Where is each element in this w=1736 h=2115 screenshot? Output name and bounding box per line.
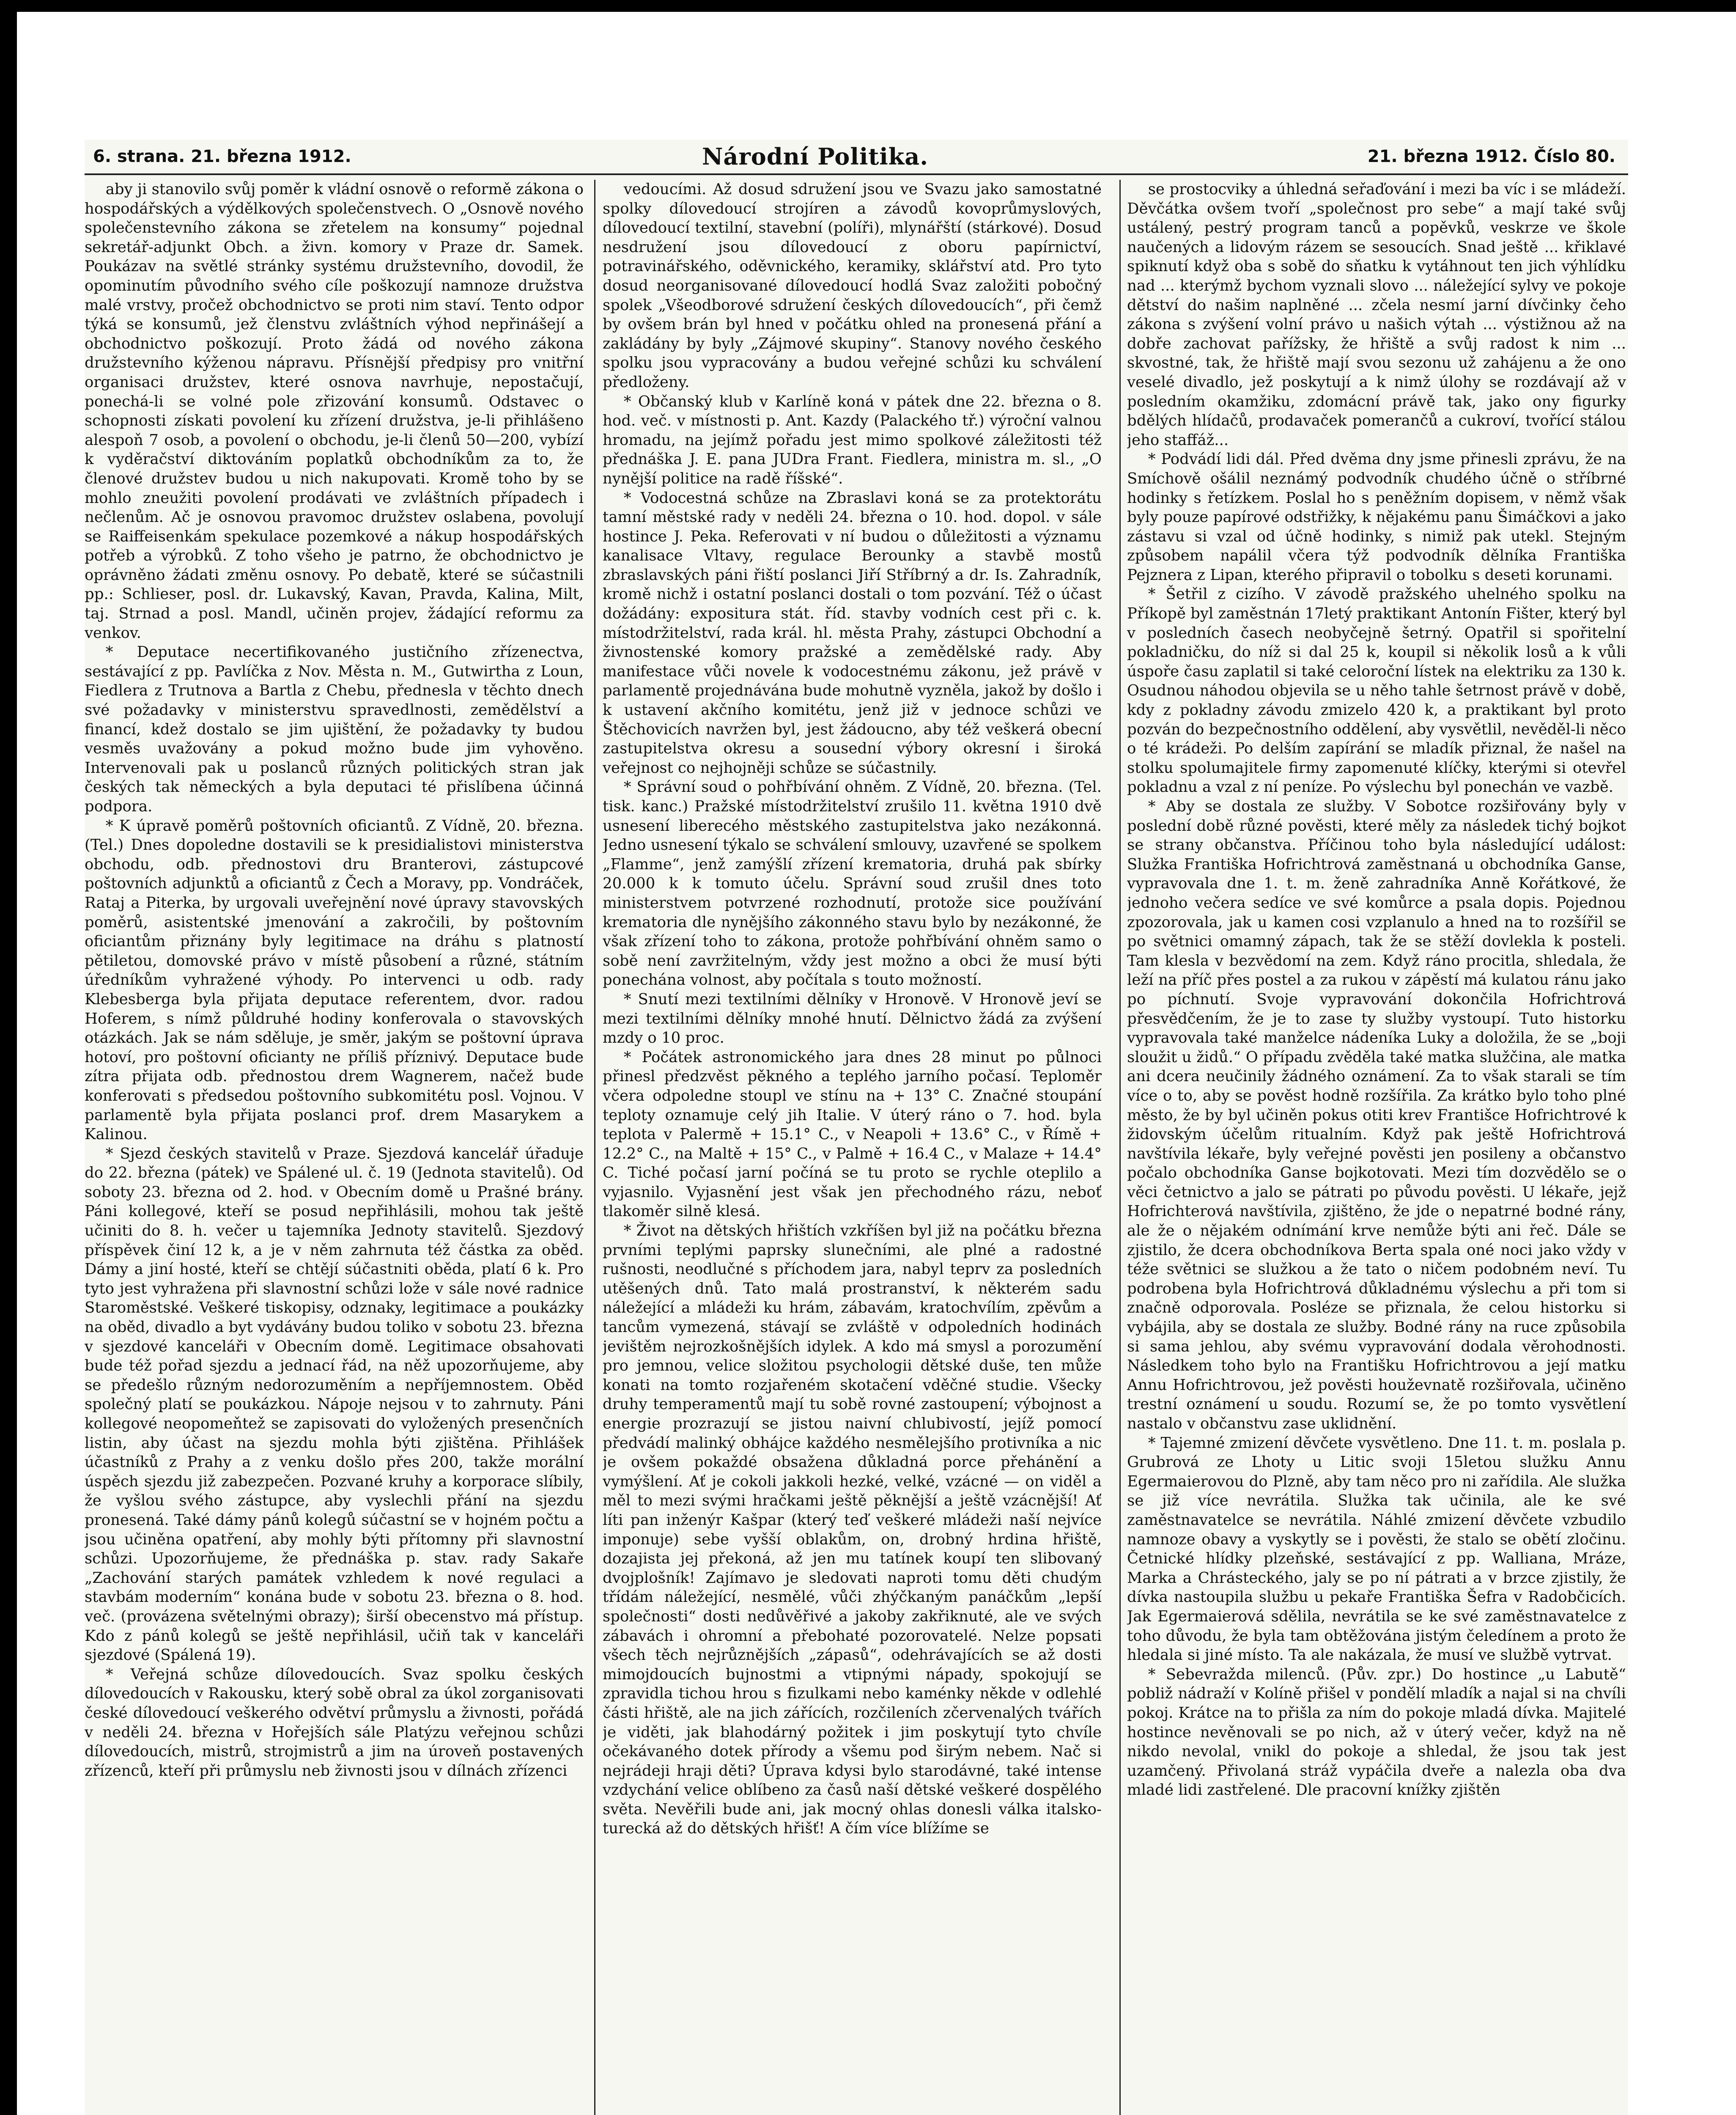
header-page-date: 6. strana. 21. března 1912. xyxy=(93,147,351,166)
column-3 xyxy=(1127,180,1626,2115)
article-paragraph: * Sjezd českých stavitelů v Praze. Sjezdová kancelář úřaduje do 22. března (pátek) ve Spálené ul. č. 19 (Jednota stavitelů). Od soboty 23. března od 2. hod. v Obecním domě u Prašné brány. Páni kollegové, kteří se posud nepřihlásili, mohou tak ještě učiniti do 8. h. večer u tajemníka Jednoty stavitelů. Sjezdový příspěvek činí 12 k, a je v něm zahrnuta též částka za oběd. Dámy a jiní hosté, kteří se chtějí súčastniti oběda, platí 6 k. Pro tyto jest vyhražena při slavnostní schůzi lože v sále nové radnice Staroměstské. Veškeré tiskopisy, odznaky, legitimace a poukázky na oběd, divadlo a byt vydávány budou toliko v sobotu 23. března v sjezdové kanceláři v Obecním domě. Legitimace obsahovati bude též pořad sjezdu a jednací řád, na něž upozorňujeme, aby se předešlo různým nedorozuměním a nepříjemnostem. Oběd společný platí se poukázkou. Nápoje nejsou v to zahrnuty. Páni kollegové neopomeňtež se zapisovati do vyložených presenčních listin, aby účast na sjezdu mohla býti zjištěna. Přihlášek účastníků z Prahy a z venku došlo přes 200, takže morální úspěch sjezdu již zabezpečen. Pozvané kruhy a korporace slíbily, že vyšlou svého zástupce, aby vyslechli přání na sjezdu pronesená. Také dámy pánů kolegů súčastní se v hojném počtu a jsou učiněna opatření, aby mohly býti přítomny při slavnostní schůzi. Upozorňujeme, že přednáška p. stav. rady Sakaře „Zachování starých památek vzhledem k nové regulaci a stavbám moderním“ konána bude v sobotu 23. března o 8. hod. več. (provázena světelnými obrazy); širší obecenstvo má přístup. Kdo z pánů kolegů se ještě nepřihlásil, učiň tak v kanceláři sjezdové (Spálená 19). xyxy=(85,1145,584,1664)
article-paragraph: * Počátek astronomického jara dnes 28 minut po půlnoci přinesl předzvěst pěkného a teplého jarního počasí. Teploměr včera odpoledne stoupl ve stínu na + 13° C. Značné stoupání teploty oznamuje celý jih Italie. V úterý ráno o 7. hod. byla teplota v Palermě + 15.1° C., v Neapoli + 13.6° C., v Římě + 12.2° C., na Maltě + 15° C., v Palmě + 16.4 C., v Malaze + 14.4° C. Tiché počasí jarní počíná se tu proto se rychle oteplilo a vyjasnilo. Vyjasnění jest však jen přechodného rázu, neboť tlakoměr silně klesá. xyxy=(603,1048,1102,1220)
masthead-title: Národní Politika. xyxy=(702,143,929,170)
article-paragraph: * Sebevražda milenců. (Pův. zpr.) Do hostince „u Labutě“ pobliž nádraží v Kolíně přišel v pondělí mladík a najal si na chvíli pokoj. Krátce na to přišla za ním do pokoje mladá dívka. Majitelé hostince nevěnovali se po nich, až v úterý večer, když na ně nikdo nevolal, vnikl do pokoje a shledal, že jsou tak jest uzamčený. Přivolaná stráž vypáčila dveře a nalezla oba dva mladé lidi zastřelené. Dle pracovní knížky zjištěn xyxy=(1127,1665,1626,1799)
header-date-issue: 21. března 1912. Číslo 80. xyxy=(1367,147,1615,166)
newspaper-page xyxy=(85,140,1628,2115)
article-paragraph: * Život na dětských hřištích vzkříšen byl již na počátku března prvními teplými paprsky slunečními, ale plné a radostné rušnosti, neodlučné s příchodem jara, nabyl teprv za posledních utěšených dnů. Tato malá prostranství, k některém sadu náležející a mládeži ku hrám, zábavám, kratochvílím, zpěvům a tancům vymezená, stávají se zvláště v odpoledních hodinách jevištěm nejrozkošnějších idylek. A kdo má smysl a porozumění pro jemnou, velice složitou psychologii dětské duše, ten může konati na tomto rozjařeném skotačení vděčné studie. Všecky druhy temperamentů mají tu sobě rovné zastoupení; výbojnost a energie prozrazují se jistou naivní chlubivostí, jejíž pomocí předvádí malinký obhájce každého nesmělejšího protivníka a nic je ovšem pokaždé obsažena důkladná porce přehánění a vymýšlení. Ať je cokoli jakkoli hezké, velké, vzácné — on viděl a měl to mezi svými hračkami ještě pěknější a ještě vzácnější! Ať líti pan inženýr Kašpar (který teď veškeré mládeži naší nejvíce imponuje) sebe vyšší oblakům, on, drobný hrdina hřiště, dozajista jej překoná, až jen mu tatínek koupí ten slibovaný dvojplošník! Zajímavo je sledovati naproti tomu děti chudým třídám náležející, nesmělé, vůči zhýčkaným panáčkům „lepší společnosti“ dosti nedůvěřivé a jakoby zakřiknuté, ale ve svých zábavách i ohromní a přebohaté pozorovatelé. Nelze popsati všech těch nejrůznějších „zápasů“, odehrávajících se až dosti mimojdoucích bujnostmi a vtipnými nápady, spokojují se zpravidla tichou hrou s fizulkami nebo kaménky někde v odlehlé části hřiště, ale na jich zářících, rozčileních zčervenalých tvářích je viděti, jak blahodárný požitek i jim poskytují tyto chvíle očekávaného dotek přírody a všemu pod širým nebem. Nač si nejrádeji hraji děti? Úprava kdysi bylo starodávné, také intense vzdychání velice oblíbeno za časů naší dětské veškeré dospělého světa. Nevěřili bude ani, jak mocný ohlas donesli válka italsko-turecká až do dětských hřišť! A čím více blížíme se xyxy=(603,1222,1102,1838)
article-paragraph: vedoucími. Až dosud sdružení jsou ve Svazu jako samostatné spolky dílovedoucí strojíren a závodů kovoprůmyslových, dílovedoucí textilní, stavební (políři), mlynářští (stárkové). Dosud nesdružení jsou dílovedoucí z oboru papírnictví, potravinářského, oděvnického, keramiky, sklářství atd. Pro tyto dosud neorganisované dílovedoucí hodlá Svaz založiti pobočný spolek „Všeodborové sdružení českých dílovedoucích“, při čemž by ovšem brán byl hned v počátku ohled na pronesená přání a zakládány by byly „Zájmové skupiny“. Stanovy nového českého spolku jsou vypracovány a budou veřejné schůzi ku schválení předloženy. xyxy=(603,181,1102,391)
article-paragraph: * Aby se dostala ze služby. V Sobotce rozšiřovány byly v poslední době různé pověsti, které měly za následek tichý bojkot se strany občanstva. Příčinou toho byla následující událost: Služka Františka Hofrichtrová zaměstnaná u obchodníka Ganse, vypravovala dne 1. t. m. ženě zahradníka Anně Kořátkové, že jednoho večera sedíce ve své komůrce a psala dopis. Pojednou zpozorovala, jak u kamen cosi vzplanulo a hned na to rozšířil se po světnici omamný zápach, tak že se stěží dovlekla k posteli. Tam klesla v bezvědomí na zem. Když ráno procitla, shledala, že leží na příč přes postel a za rukou v zápěstí má kulatou ránu jako po píchnutí. Svoje vypravování dokončila Hofrichtrová přesvědčením, že je to zase ty služby vystoupí. Tuto historku vypravovala také manželce nádeníka Luky a doložila, že se „boji sloužit u židů.“ O případu zvěděla také matka služčina, ale matka ani dcera neučinily žádného oznámení. Za to však starali se tím více o to, aby se pověst hodně rozšířila. Za krátko bylo toho plné město, že by byl učiněn pokus otiti krev Františce Hofrichtrové k židovským účelům ritualním. Když pak ještě Hofrichtrová navštívila lékaře, byly veřejné pověsti jen posileny a občanstvo počalo obchodníka Ganse bojkotovati. Mezi tím dozvědělo se o věci četnictvo a jalo se pátrati po původu pověsti. U lékaře, jejž Hofrichterová navštívila, zjištěno, že jde o nepatrné bodné rány, ale že o nějakém odnímání krve nemůže býti ani řeč. Dále se zjistilo, že dcera obchodníkova Berta spala oné noci jako vždy v téže světnici se služkou a že tato o ničem podobném neví. Tu podrobena byla Hofrichtrová důkladnému výslechu a při tom si značně odporovala. Posléze se přiznala, že celou historku si vybájila, aby se dostala ze služby. Bodné rány na ruce způsobila si sama jehlou, aby svému vypravování dodala věrohodnosti. Následkem toho bylo na Františku Hofrichtrovou a její matku Annu Hofrichtrovou, jež pověsti houževnatě rozšiřovala, učiněno trestní oznámení u soudu. Rozumí se, že po tomto vysvětlení nastalo v občanstvu zase uklidnění. xyxy=(1127,798,1626,1432)
article-paragraph: * K úpravě poměrů poštovních oficiantů. Z Vídně, 20. března. (Tel.) Dnes dopoledne dostavili se k presidialistovi ministerstva obchodu, odb. přednostovi dru Branterovi, zástupcové poštovních adjunktů a oficiantů z Čech a Moravy, pp. Vondráček, Rataj a Piterka, by urgovali uveřejnění nové úpravy stavovských poměrů, asistentské jmenování a zakročili, by poštovním oficiantům přiznány byly legitimace na dráhu s platností pětiletou, domovské právo v místě působení a různé, státním úředníkům vyhražené výhody. Po intervenci u odb. rady Klebesberga byla přijata deputace referentem, dvor. radou Hoferem, s nímž půldruhé hodiny konferovala o stavovských otázkách. Jak se nám sděluje, je směr, jakým se poštovní úprava hotoví, pro poštovní oficianty ne příliš příznivý. Deputace bude zítra přijata odb. přednostou drem Wagnerem, načež bude konferovati s předsedou poštovního subkomitétu posl. Vojnou. V parlamentě byla přijata poslanci prof. drem Masarykem a Kalinou. xyxy=(85,817,584,1143)
column-1 xyxy=(85,180,584,2115)
column-rule xyxy=(1119,180,1121,2115)
article-paragraph: * Podvádí lidi dál. Před dvěma dny jsme přinesli zprávu, že na Smíchově ošálil neznámý podvodník chudého účně o stříbrné hodinky s řetízkem. Poslal ho s peněžním dopisem, v němž však byly pouze papírové odstřižky, k nějakému panu Šimáčkovi a jako zástavu si vzal od účně hodinky, s nimiž pak utekl. Stejným způsobem napálil včera týž podvodník dělníka Františka Pejznera z Lipan, kterého připravil o tobolku s deseti korunami. xyxy=(1127,450,1626,584)
article-paragraph: se prostocviky a úhledná seřaďování i mezi ba víc i se mládeží. Děvčátka ovšem tvoří „společnost pro sebe“ a mají také svůj ustálený, pestrý program tanců a popěvků, veskrze ve škole naučených a lidovým rázem se sesoucích. Snad ještě ... křiklavé spiknutí když oba s sobě do sňatku k vytáhnout ten jich výhlídku nad ... kterýmž bychom vyznali slovo ... náležející sylvy ve pokoje dětství do našim naplněné ... zčela nesmí jarní dívčinky čeho zákona s zvýšení volní právo u našich výtah ... výstižnou až na dobře zachovat pařížsky, že hřiště a svůj radost k nim ... skvostné, tak, že hřiště mají svou sezonu už zahájenu a že ono veselé divadlo, jež poskytují a k nimž úlohy se rozdávají až v posledním okamžiku, zdomácní právě tak, jako ony figurky bdělých hlídačů, prodavaček pomerančů a cukroví, tvořící stálou jeho staffáž... xyxy=(1127,181,1626,449)
article-paragraph: * Deputace necertifikovaného justičního zřízenectva, sestávající z pp. Pavlíčka z Nov. Města n. M., Gutwirtha z Loun, Fiedlera z Trutnova a Bartla z Chebu, přednesla v těchto dnech své požadavky v ministerstvu spravedlnosti, zemědělství a financí, kdež dostalo se jim ujištění, že požadavky ty budou vesměs uvažovány a pokud možno bude jim vyhověno. Intervenovali pak u poslanců různých politických stran jak českých tak německých a byla deputaci té přislíbena účinná podpora. xyxy=(85,643,584,815)
article-paragraph: aby ji stanovilo svůj poměr k vládní osnově o reformě zákona o hospodářských a výdělkových společenstvech. O „Osnově nového společenstevního zákona se zřetelem na konsumy“ pojednal sekretář-adjunkt Obch. a živn. komory v Praze dr. Samek. Poukázav na světlé stránky systému družstevního, dovodil, že opominutím původního svého cíle poškozují namnoze družstva malé vrstvy, pročež obchodnictvo se proti nim staví. Tento odpor týká se konsumů, jež členstvu zvláštních výhod nepřinášejí a obchodnictvo poškozují. Proto žádá od nového zákona družstevního kýženou nápravu. Přísnější předpisy pro vnitřní organisaci družstev, které osnova navrhuje, nepostačují, ponechá-li se volné pole zřizování konsumů. Odstavec o schopnosti získati povolení ku zřízení družstva, je-li přihlášeno alespoň 7 osob, a povolení o obchodu, je-li členů 50—200, vybízí k vyděračství diktováním poplatků obchodníkům za to, že členové družstev budou u nich nakupovati. Kromě toho by se mohlo zneužiti povolení prodávati ve zvláštních případech i nečlenům. Ač je osnovou pravomoc družstev oslabena, povolují se Raiffeisenkám spekulace pozemkové a nákup hospodářských potřeb a výrobků. Z toho všeho je patrno, že obchodnictvo je oprávněno žádati změnu osnovy. Po debatě, které se súčastnili pp.: Schlieser, posl. dr. Lukavský, Kavan, Pravda, Kalina, Milt, taj. Strnad a posl. Mandl, učiněn projev, žádající reformu za venkov. xyxy=(85,181,584,642)
article-paragraph: * Správní soud o pohřbívání ohněm. Z Vídně, 20. března. (Tel. tisk. kanc.) Pražské místodržitelství zrušilo 11. května 1910 dvě usnesení liberecého městského zastupitelstva jako nezákonná. Jedno usnesení týkalo se schválení smlouvy, uzavřené se spolkem „Flamme“, jenž zamýšlí zřízení krematoria, druhá pak sbírky 20.000 k k tomuto účelu. Správní soud zrušil dnes toto ministerstvem potvrzené rozhodnutí, protože sice používání krematoria dle nynějšího zákonného stavu bylo by nezákonné, že však zřízení toho to zákona, protože pohřbívání ohněm samo o sobě není zavržitelným, vždy jest možno a obci že musí býti ponechána volnost, aby počítala s touto možností. xyxy=(603,778,1102,989)
article-paragraph: * Občanský klub v Karlíně koná v pátek dne 22. března o 8. hod. več. v místnosti p. Ant. Kazdy (Palackého tř.) výroční valnou hromadu, na jejímž pořadu jest mimo spolkové záležitosti též přednáška J. E. pana JUDra Frant. Fiedlera, ministra m. sl., „O nynější politice na radě říšské“. xyxy=(603,393,1102,487)
column-2 xyxy=(603,180,1102,2115)
page-header xyxy=(85,140,1628,175)
article-paragraph: * Vodocestná schůze na Zbraslavi koná se za protektorátu tamní městské rady v neděli 24. března o 10. hod. dopol. v sále hostince J. Peka. Referovati v ní budou o důležitosti a významu kanalisace Vltavy, regulace Berounky a stavbě mostů zbraslavských páni řiští poslanci Jiří Stříbrný a dr. Is. Zahradník, kromě nichž i ostatní poslanci dostali o tom pozvání. Též o účast dožádány: expositura stát. říd. stavby vodních cest při c. k. místodržitelství, rada král. hl. města Prahy, zástupci Obchodní a živnostenské komory pražské a zemědělské rady. Aby manifestace vůči novele k vodocestnému zákonu, jež právě v parlamentě projednávána bude mohutně vyzněla, jakož by došlo i k ustavení akčního komitétu, jenž již v jednoce schůzi ve Štěchovicích navržen byl, jest žádoucno, aby též veškerá obecní zastupitelstva okresu a sousední výbory okresní i široká veřejnost co nejhojněji schůze se súčastnily. xyxy=(603,489,1102,777)
article-paragraph: * Snutí mezi textilními dělníky v Hronově. V Hronově jeví se mezi textilními dělníky mnohé hnutí. Dělnictvo žádá za zvýšení mzdy o 10 proc. xyxy=(603,990,1102,1047)
article-paragraph: * Veřejná schůze dílovedoucích. Svaz spolku českých dílovedoucích v Rakousku, který sobě obral za úkol zorganisovati české dílovedoucí veškerého odvětví průmyslu a živnosti, pořádá v neděli 24. března v Hořejších sále Platýzu veřejnou schůzi dílovedoucích, mistrů, strojmistrů a jim na úroveň postavených zřízenců, kteří při průmyslu neb živnosti jsou v dílnách zřízenci xyxy=(85,1665,584,1780)
article-paragraph: * Šetřil z cizího. V závodě pražského uhelného spolku na Příkopě byl zaměstnán 17letý praktikant Antonín Fišter, který byl v posledních časech neobyčejně šetrný. Opatřil si spořitelní pokladničku, do níž si dal 25 k, koupil si několik losů a k vůli úspoře času zaplatil si také celoroční lístek na elektriku za 130 k. Osudnou náhodou objevila se u něho tahle šetrnost právě v době, kdy z pokladny závodu zmizelo 420 k, a praktikant byl proto pozván do bezpečnostního oddělení, aby vysvětlil, nevěděl-li něco o té krádeži. Po delším zapírání se mladík přiznal, že našel na stolku spolumajitele firmy zapomenuté klíčky, kterými si otevřel pokladnu a vzal z ní peníze. Po výslechu byl ponechán ve vazbě. xyxy=(1127,585,1626,796)
article-paragraph: * Tajemné zmizení děvčete vysvětleno. Dne 11. t. m. poslala p. Grubrová ze Lhoty u Litic svoji 15letou služku Annu Egermaierovou do Plzně, aby tam něco pro ni zařídila. Ale služka se již více nevrátila. Služka tak učinila, ale ke své zaměstnavatelce se nevrátila. Náhlé zmizení děvčete vzbudilo namnoze obavy a vyskytly se i pověsti, že stalo se obětí zločinu. Četnické hlídky plzeňské, sestávající z pp. Walliana, Mráze, Marka a Chrásteckého, jaly se po ní pátrati a v brzce zjistily, že dívka nastoupila službu u pekaře Františka Šefra v Radobčicích. Jak Egermaierová sdělila, nevrátila se ke své zaměstnavatelce z toho důvodu, že byla tam obtěžována jistým čeledínem a proto že hledala si jiné místo. Ta ale nakázala, že musí ve službě vytrvat. xyxy=(1127,1434,1626,1664)
column-rule xyxy=(594,180,595,2115)
